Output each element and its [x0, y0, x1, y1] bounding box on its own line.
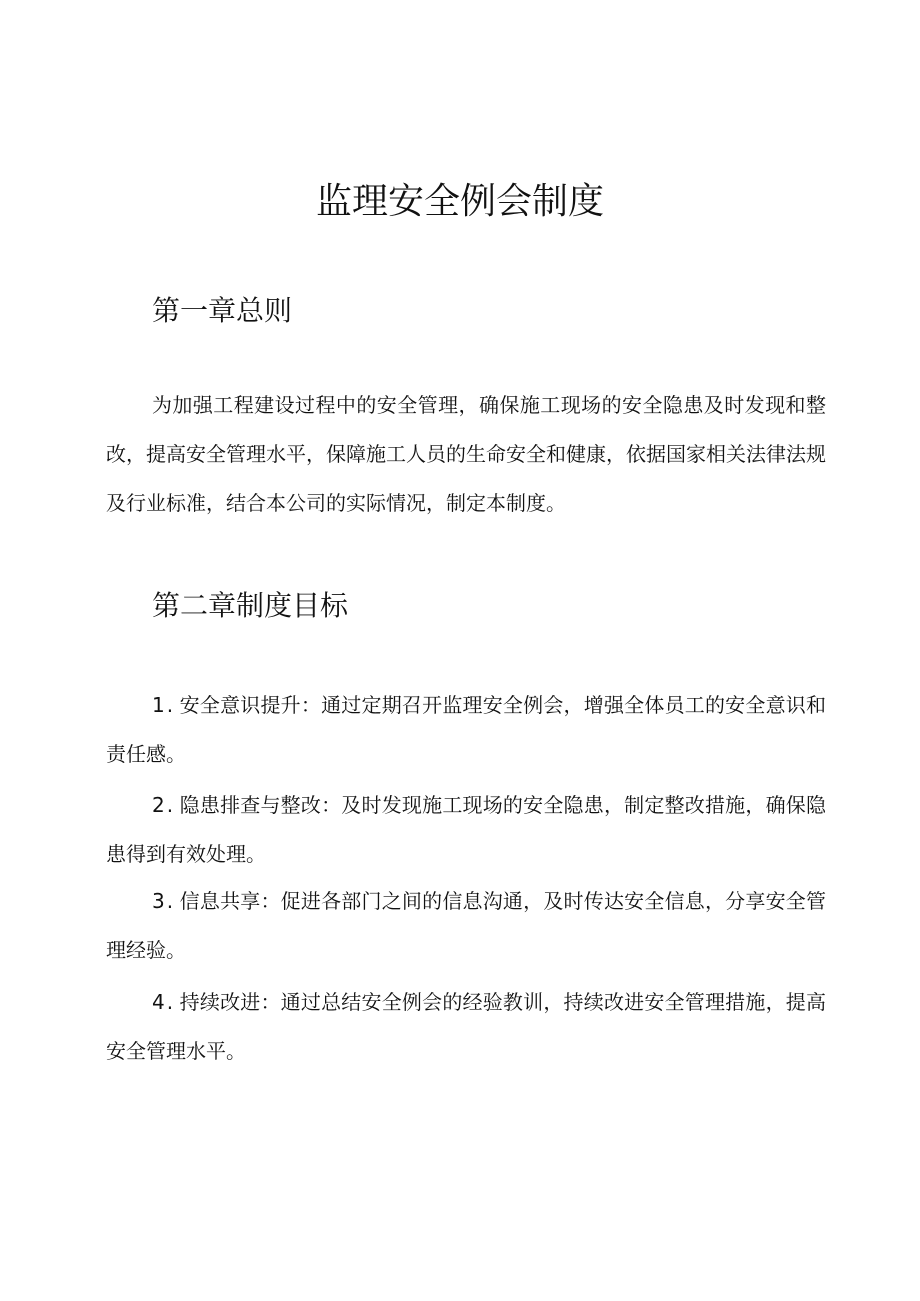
chapter1-paragraph: 为加强工程建设过程中的安全管理，确保施工现场的安全隐患及时发现和整改，提高安全管理水平，保障施工人员的生命安全和健康，依据国家相关法律法规及行业标准，结合本公司的实际情况，制定本制度。 [106, 393, 826, 515]
goal-item-number: 1 [152, 693, 165, 717]
document-title: 监理安全例会制度 [315, 181, 604, 222]
chapter2-heading: 第二章制度目标 [152, 589, 349, 622]
goal-item [106, 781, 826, 879]
goal-item-text: . 隐患排查与整改：及时发现施工现场的安全隐患，制定整改措施，确保隐患得到有效处理。 [106, 793, 826, 866]
goal-item [106, 978, 826, 1076]
goal-item-text: . 持续改进：通过总结安全例会的经验教训，持续改进安全管理措施，提高安全管理水平。 [106, 990, 826, 1063]
goal-item [106, 681, 826, 779]
goal-item-number: 2 [152, 793, 165, 817]
goal-item-number: 3 [152, 889, 165, 913]
goal-item-number: 4 [152, 990, 165, 1014]
chapter1-heading: 第一章总则 [152, 294, 293, 327]
goal-item-text: . 信息共享：促进各部门之间的信息沟通，及时传达安全信息，分享安全管理经验。 [106, 889, 826, 962]
goal-item-text: . 安全意识提升：通过定期召开监理安全例会，增强全体员工的安全意识和责任感。 [106, 693, 826, 766]
goal-item [106, 877, 826, 975]
